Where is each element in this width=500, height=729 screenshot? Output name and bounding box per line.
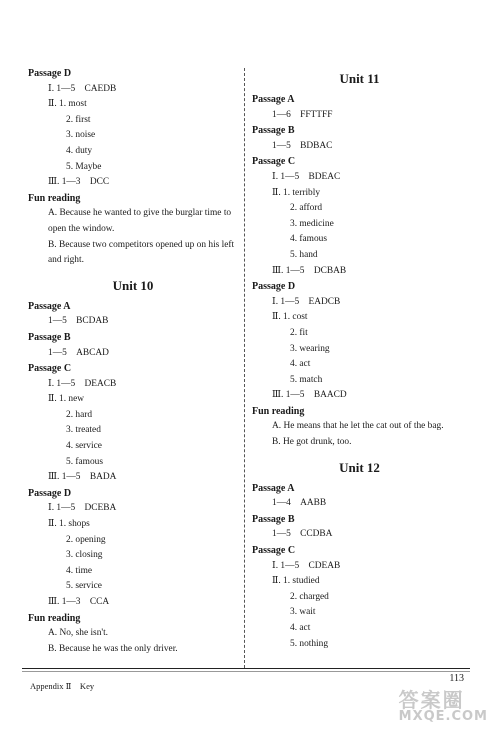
fun-reading-answer: B. Because two competitors opened up on his left and right. (48, 239, 235, 266)
answer-line: 3. noise (66, 130, 96, 141)
answer-line: Ⅰ. 1—5 DEACB (48, 378, 117, 389)
answer-line: 4. famous (290, 234, 327, 245)
footer-rule (22, 668, 470, 669)
answer-line: 5. match (290, 374, 323, 385)
fun-reading-heading: Fun reading (28, 612, 81, 624)
answer-line: 4. duty (66, 145, 93, 156)
fun-reading-answer: B. Because he was the only driver. (48, 643, 178, 654)
answer-line: 4. act (290, 623, 311, 633)
fun-reading-answer: A. He means that he let the cat out of the bag. (272, 421, 444, 432)
answer-line: 2. hard (66, 409, 93, 420)
fun-reading-answer: A. No, she isn't. (48, 628, 109, 639)
answer-line: 1—4 AABB (272, 498, 327, 509)
answer-line: Ⅰ. 1—5 BDEAC (272, 171, 341, 182)
answer-line: 3. medicine (290, 218, 334, 229)
answer-line: 3. closing (66, 550, 103, 561)
passage-heading: Passage D (28, 68, 72, 79)
watermark-logo (399, 684, 488, 724)
passage-heading: Passage B (252, 125, 295, 137)
answer-line: Ⅲ. 1—5 BAACD (272, 390, 347, 401)
answer-line: 5. service (66, 581, 102, 592)
answer-line: 5. hand (290, 249, 318, 260)
passage-heading: Passage A (252, 94, 295, 105)
answer-line: 1—6 FFTTFF (272, 109, 333, 120)
fun-reading-heading: Fun reading (252, 405, 305, 417)
fun-reading-answer: B. He got drunk, too. (272, 437, 352, 448)
answer-line: Ⅰ. 1—5 DCEBA (48, 503, 117, 514)
answer-line: Ⅲ. 1—5 DCBAB (272, 265, 347, 276)
fun-reading-heading: Fun reading (28, 192, 81, 204)
answer-line: Ⅰ. 1—5 CDEAB (272, 560, 341, 571)
watermark-url: MXQE.COM (398, 709, 488, 724)
answer-line: Ⅱ. 1. cost (272, 312, 308, 323)
passage-heading: Passage A (28, 300, 71, 312)
answer-line: 4. act (290, 359, 311, 370)
passage-heading: Passage B (252, 513, 295, 525)
right-column (252, 66, 467, 652)
unit-title: Unit 10 (112, 277, 154, 293)
answer-line: 2. fit (290, 327, 308, 338)
answer-line: 5. nothing (290, 638, 329, 649)
answer-line: 1—5 BDBAC (272, 140, 333, 151)
unit-title: Unit 12 (339, 459, 380, 475)
answer-line: 3. wearing (290, 343, 330, 354)
answer-line: Ⅱ. 1. new (48, 394, 85, 405)
passage-heading: Passage D (28, 487, 72, 499)
unit-title: Unit 11 (339, 71, 380, 86)
passage-heading: Passage A (252, 482, 295, 494)
answer-line: Ⅲ. 1—3 DCC (48, 177, 110, 188)
answer-line: 3. wait (290, 607, 316, 618)
passage-heading: Passage D (252, 281, 296, 293)
passage-heading: Passage C (252, 156, 296, 168)
answer-line: 2. opening (66, 534, 106, 545)
answer-line: Ⅱ. 1. studied (272, 576, 320, 587)
footer-rule-thin (22, 671, 470, 672)
passage-heading: Passage B (28, 331, 71, 343)
page-number: 113 (449, 673, 464, 684)
answer-line: Ⅰ. 1—5 EADCB (272, 296, 341, 307)
answer-line: 3. treated (66, 425, 101, 436)
answer-line: 4. time (66, 565, 93, 576)
answer-line: 4. service (66, 441, 102, 452)
answer-line: 5. famous (66, 456, 103, 467)
answer-line: Ⅲ. 1—5 BADA (48, 472, 117, 483)
answer-line: 2. charged (290, 591, 329, 602)
watermark-text: 答案圈 (398, 688, 465, 712)
answer-line: 2. first (66, 114, 91, 125)
passage-heading: Passage C (28, 363, 72, 375)
answer-line: Ⅱ. 1. shops (48, 519, 90, 530)
column-divider (244, 68, 245, 668)
fun-reading-answer: A. Because he wanted to give the burglar time to open the window. (48, 208, 232, 234)
answer-line: 1—5 ABCAD (48, 347, 109, 358)
answer-line: 2. afford (290, 203, 323, 214)
answer-line: 5. Maybe (66, 161, 102, 172)
answer-line: 1—5 BCDAB (48, 316, 109, 327)
footer-label: Appendix Ⅱ Key (30, 681, 95, 691)
answer-line: Ⅱ. 1. terribly (272, 187, 321, 198)
answer-line: Ⅰ. 1—5 CAEDB (48, 83, 117, 94)
answer-line: 1—5 CCDBA (272, 529, 333, 540)
passage-heading: Passage C (252, 545, 296, 557)
left-column (28, 66, 238, 657)
answer-line: Ⅱ. 1. most (48, 99, 87, 110)
answer-line: Ⅲ. 1—3 CCA (48, 597, 110, 607)
